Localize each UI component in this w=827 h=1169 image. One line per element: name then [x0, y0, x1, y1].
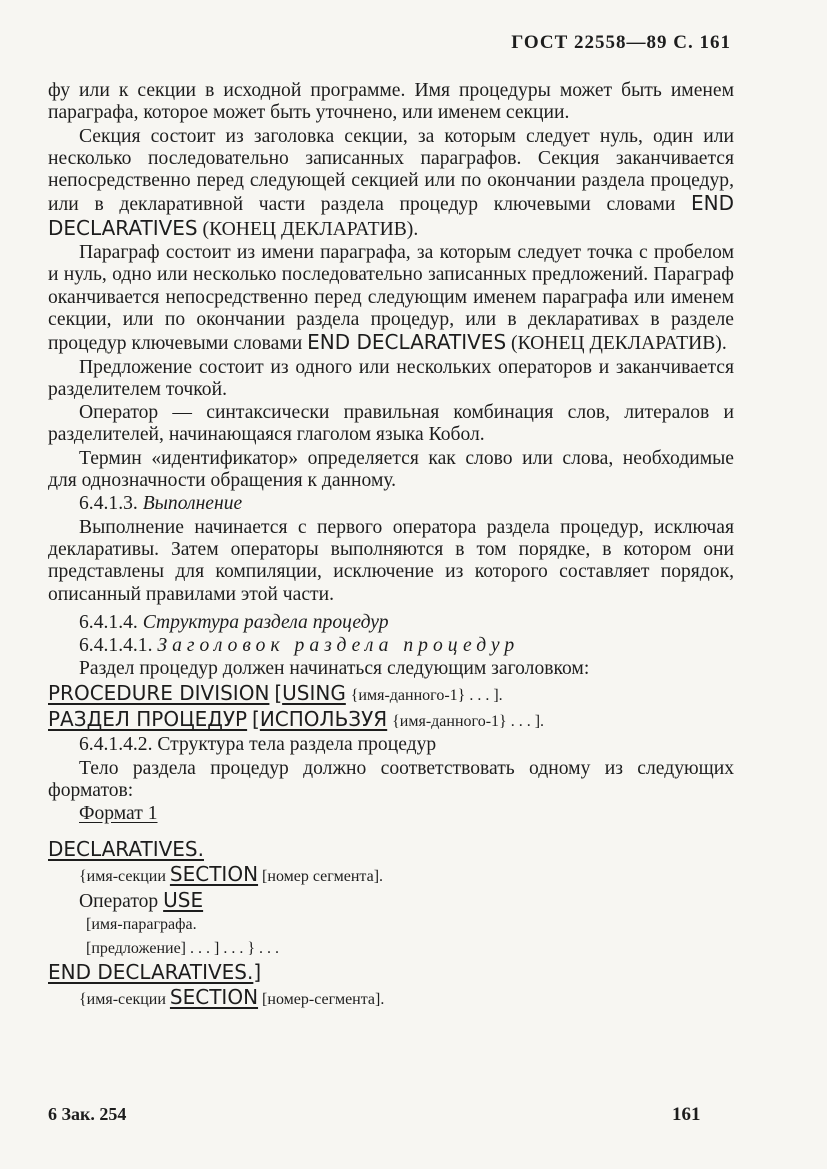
syntax-text: Оператор: [79, 891, 164, 913]
paragraph-sentence-definition: Предложение состоит из одного или нескольких операторов и заканчивается разделителем точкой.: [48, 356, 734, 400]
heading-title-spaced: Заголовок раздела процедур: [157, 635, 520, 657]
syntax-text: [номер-сегмента].: [258, 991, 385, 1009]
section-heading-execution: [48, 493, 734, 515]
bracket: [: [274, 680, 283, 705]
syntax-sentence-line: [предложение] . . . ] . . . } . . .: [86, 939, 280, 957]
syntax-text: {имя-секции: [79, 867, 170, 885]
text: Секция состоит из заголовка секции, за которым следует нуль, один или несколько последовательно записанных параграфов. Секция заканчивается непосредственно перед следующей секцией или по окончании раздела процедур, или в декларативной части раздела процедур ключевыми словами: [48, 125, 734, 216]
keyword-using: USING: [282, 680, 346, 705]
keyword: END DECLARATIVES: [307, 330, 507, 355]
paragraph-statement-definition: Оператор — синтаксически правильная комбинация слов, литералов и разделителей, начинающаяся глаголом языка Кобол.: [48, 402, 734, 446]
paragraph-procedure-header: Раздел процедур должен начинаться следующим заголовком:: [79, 658, 590, 680]
section-heading-structure: [48, 612, 734, 634]
running-header: ГОСТ 22558—89 С. 161: [511, 32, 731, 53]
heading-title: Структура раздела процедур: [142, 611, 389, 633]
bracket: ]: [253, 959, 262, 984]
page-number: 161: [672, 1104, 701, 1125]
paragraph-section-definition: [48, 126, 734, 241]
keyword-end-declaratives: END DECLARATIVES.: [48, 959, 254, 984]
paragraph: фу или к секции в исходной программе. Имя процедуры может быть именем параграфа, которое может быть уточнено, или именем секции.: [48, 80, 734, 124]
text: (КОНЕЦ ДЕКЛАРАТИВ).: [197, 218, 419, 240]
syntax-section-line: [48, 863, 734, 888]
syntax-end-declaratives: [48, 961, 734, 985]
keyword-use: USE: [163, 888, 204, 913]
syntax-last-section-line: [48, 986, 734, 1011]
heading-number: 6.4.1.4.: [79, 611, 138, 633]
paragraph-formats: Тело раздела процедур должно соответствовать одному из следующих форматов:: [48, 757, 734, 801]
text: Параграф состоит из имени параграфа, за которым следует точка с пробелом и нуль, одно или несколько последовательно записанных предложений. Параграф оканчивается непосредственно перед следующим именем параграфа или именем секции, или по окончании раздела процедур, или в декларативах в разделе процедур ключевыми словами: [48, 242, 734, 355]
format-label: [48, 803, 734, 825]
bracket: [: [252, 707, 260, 732]
syntax-text: [номер сегмента].: [258, 867, 384, 885]
heading-number: 6.4.1.3.: [79, 493, 138, 515]
keyword: END DECLARATIVES: [48, 191, 734, 240]
syntax-procedure-division: [48, 682, 734, 707]
syntax-paragraph-line: [имя-параграфа.: [86, 916, 197, 934]
order-number: 6 Зак. 254: [48, 1104, 127, 1124]
section-heading-procedure-header: [48, 635, 734, 657]
heading-title: Выполнение: [142, 493, 243, 515]
syntax-rest: {имя-данного-1} . . . ].: [392, 713, 545, 731]
paragraph-execution: Выполнение начинается с первого оператора раздела процедур, исключая декларативы. Затем операторы выполняются в том порядке, в котором они представлены для компиляции, исключение из которого составляет порядок, описанный правилами этой части.: [48, 516, 734, 605]
keyword-section: SECTION: [169, 985, 259, 1010]
syntax-text: {имя-секции: [79, 991, 170, 1009]
syntax-declaratives: [48, 838, 734, 862]
keyword-razdel-procedur: РАЗДЕЛ ПРОЦЕДУР: [48, 707, 248, 732]
syntax-razdel-procedur: [48, 708, 734, 733]
syntax-rest: {имя-данного-1} . . . ].: [350, 686, 503, 704]
keyword-section: SECTION: [169, 861, 259, 886]
keyword-declaratives: DECLARATIVES.: [48, 836, 204, 861]
keyword-procedure-division: PROCEDURE DIVISION: [48, 680, 270, 705]
paragraph-paragraph-definition: [48, 242, 734, 355]
syntax-use-line: [48, 889, 734, 913]
section-heading-body-structure: 6.4.1.4.2. Структура тела раздела процедур: [79, 734, 437, 756]
paragraph-identifier-definition: Термин «идентификатор» определяется как слово или слова, необходимые для однозначности обращения к данному.: [48, 447, 734, 492]
text: (КОНЕЦ ДЕКЛАРАТИВ).: [506, 333, 727, 355]
format-label-text: Формат 1: [79, 803, 158, 825]
keyword-ispolzuya: ИСПОЛЬЗУЯ: [259, 707, 388, 732]
heading-number: 6.4.1.4.1.: [79, 635, 153, 657]
page-body: [48, 80, 734, 1013]
